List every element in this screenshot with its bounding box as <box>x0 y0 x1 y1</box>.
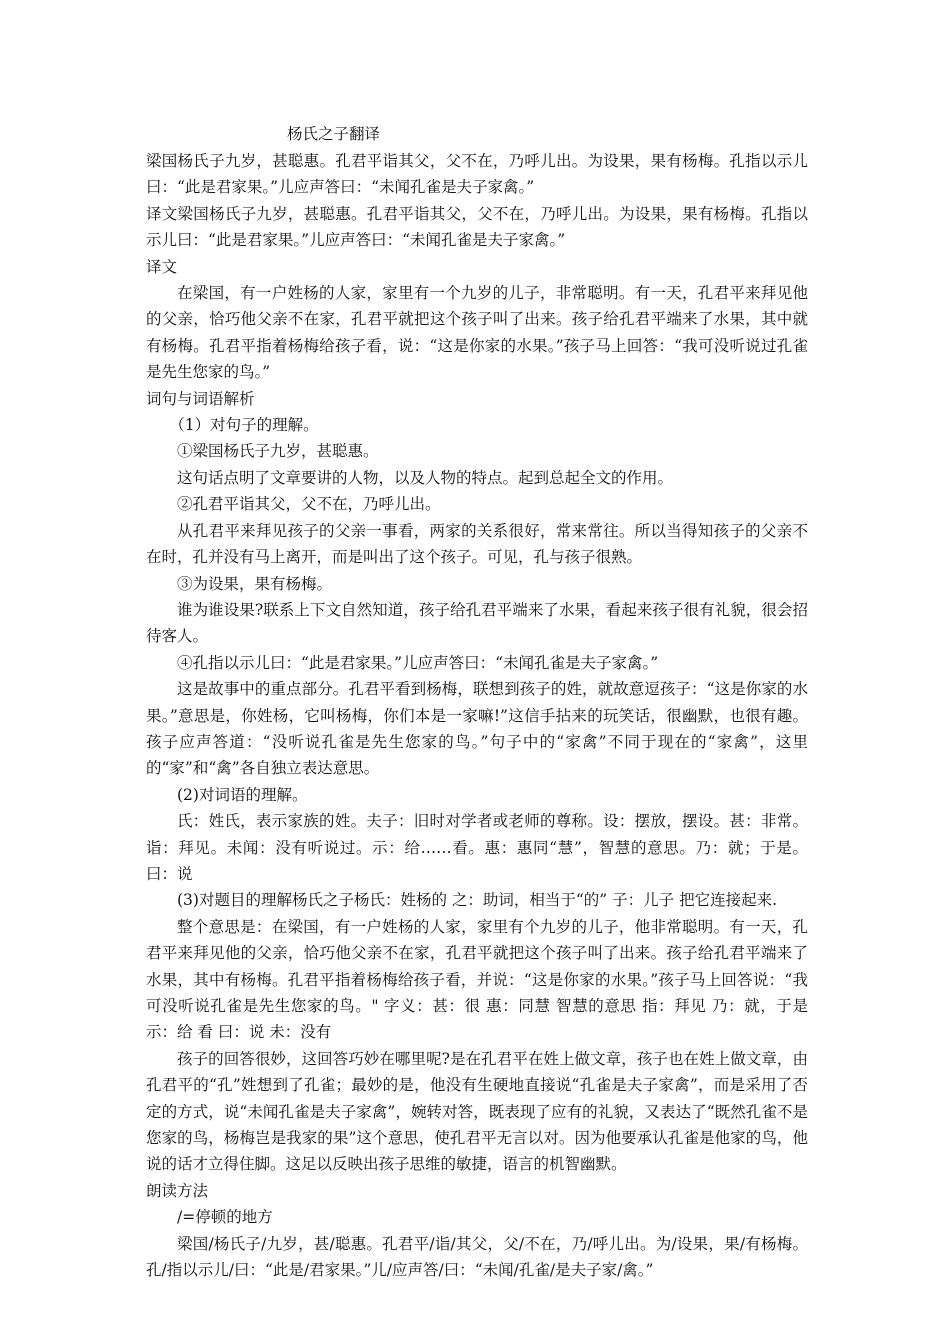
heading-translation: 译文 <box>146 257 178 276</box>
full-meaning-paragraph: 整个意思是：在梁国，有一户姓杨的人家，家里有个九岁的儿子，他非常聪明。有一天，孔君平来拜见他的父亲，恰巧他父亲不在家，孔君平就把这个孩子叫了出来。孩子给孔君平端来了水果，其中有杨梅。孔君平指着杨梅给孩子看，并说：“这是你家的水果。”孩子马上回答说：“我可没听说孔雀是先生您家的鸟。" 字义：甚：很 惠：同慧 智慧的意思 指：拜见 乃：就，于是 示：给 看 曰：说 未：没有 <box>146 917 808 1042</box>
page-title: 杨氏之子翻译 <box>287 125 381 143</box>
explanation-4: 这是故事中的重点部分。孔君平看到杨梅，联想到孩子的姓，就故意逗孩子：“这是你家的水果。”意思是，你姓杨，它叫杨梅，你们本是一家嘛!”这信手拈来的玩笑话，很幽默，也很有趣。孩子应声答道：“没听说孔雀是先生您家的鸟。”句子中的“家禽”不同于现在的“家禽”，这里的“家”和“禽”各自独立表达意思。 <box>146 680 808 778</box>
heading-reading: 朗读方法 <box>146 1181 209 1200</box>
analysis-sentence-heading: （1）对句子的理解。 <box>169 416 319 435</box>
document-page <box>146 120 808 1283</box>
sentence-2: ②孔君平诣其父，父不在，乃呼儿出。 <box>177 495 441 514</box>
sentence-4: ④孔指以示儿曰：“此是君家果。”儿应声答曰：“未闻孔雀是夫子家禽。” <box>177 653 659 672</box>
translation-paragraph: 在梁国，有一户姓杨的人家，家里有一个九岁的儿子，非常聪明。有一天，孔君平来拜见他的父亲，恰巧他父亲不在家，孔君平就把这个孩子叫了出来。孩子给孔君平端来了水果，其中就有杨梅。孔君平指着杨梅给孩子看，说：“这是你家的水果。”孩子马上回答：“我可没听说过孔雀是先生您家的鸟。” <box>146 284 808 382</box>
original-text: 梁国杨氏子九岁，甚聪惠。孔君平诣其父，父不在，乃呼儿出。为设果，果有杨梅。孔指以示儿曰：“此是君家果。”儿应声答曰：“未闻孔雀是夫子家禽。” <box>146 152 808 197</box>
word-glossary: 氏：姓氏，表示家族的姓。夫子：旧时对学者或老师的尊称。设：摆放，摆设。甚：非常。诣：拜见。未闻：没有听说过。示：给……看。惠：惠同“慧”，智慧的意思。乃：就；于是。曰：说 <box>146 812 808 883</box>
answer-analysis-paragraph: 孩子的回答很妙，这回答巧妙在哪里呢?是在孔君平在姓上做文章，孩子也在姓上做文章，由孔君平的“孔”姓想到了孔雀；最妙的是，他没有生硬地直接说“孔雀是夫子家禽”，而是采用了否定的方式，说“未闻孔雀是夫子家禽”，婉转对答，既表现了应有的礼貌，又表达了“既然孔雀不是您家的鸟，杨梅岂是我家的果”这个意思，使孔君平无言以对。因为他要承认孔雀是他家的鸟，他说的话才立得住脚。这足以反映出孩子思维的敏捷，语言的机智幽默。 <box>146 1049 808 1174</box>
analysis-word-heading: (2)对词语的理解。 <box>177 785 308 804</box>
heading-analysis: 词句与词语解析 <box>146 389 255 408</box>
title-analysis: (3)对题目的理解杨氏之子杨氏：姓杨的 之：助词，相当于“的” 子：儿子 把它连接起来. <box>177 891 778 910</box>
original-text-repeat: 译文梁国杨氏子九岁，甚聪惠。孔君平诣其父，父不在，乃呼儿出。为设果，果有杨梅。孔指以示儿曰：“此是君家果。”儿应声答曰：“未闻孔雀是夫子家禽。” <box>146 204 808 250</box>
sentence-3: ③为设果，果有杨梅。 <box>177 574 333 593</box>
explanation-2: 从孔君平来拜见孩子的父亲一事看，两家的关系很好，常来常往。所以当得知孩子的父亲不在时，孔并没有马上离开，而是叫出了这个孩子。可见，孔与孩子很熟。 <box>146 521 808 567</box>
explanation-3: 谁为谁设果?联系上下文自然知道，孩子给孔君平端来了水果，看起来孩子很有礼貌，很会招待客人。 <box>146 600 808 646</box>
sentence-1: ①梁国杨氏子九岁，甚聪惠。 <box>177 442 379 461</box>
reading-pauses-text: 梁国/杨氏子/九岁，甚/聪惠。孔君平/诣/其父，父/不在，乃/呼儿出。为/设果，果/有杨梅。孔/指以示儿/曰：“此是/君家果。”儿/应声答/曰：“未闻/孔雀/是夫子家/禽。” <box>146 1234 808 1280</box>
explanation-1: 这句话点明了文章要讲的人物，以及人物的特点。起到总起全文的作用。 <box>177 468 674 487</box>
pause-note: /=停顿的地方 <box>177 1208 273 1227</box>
